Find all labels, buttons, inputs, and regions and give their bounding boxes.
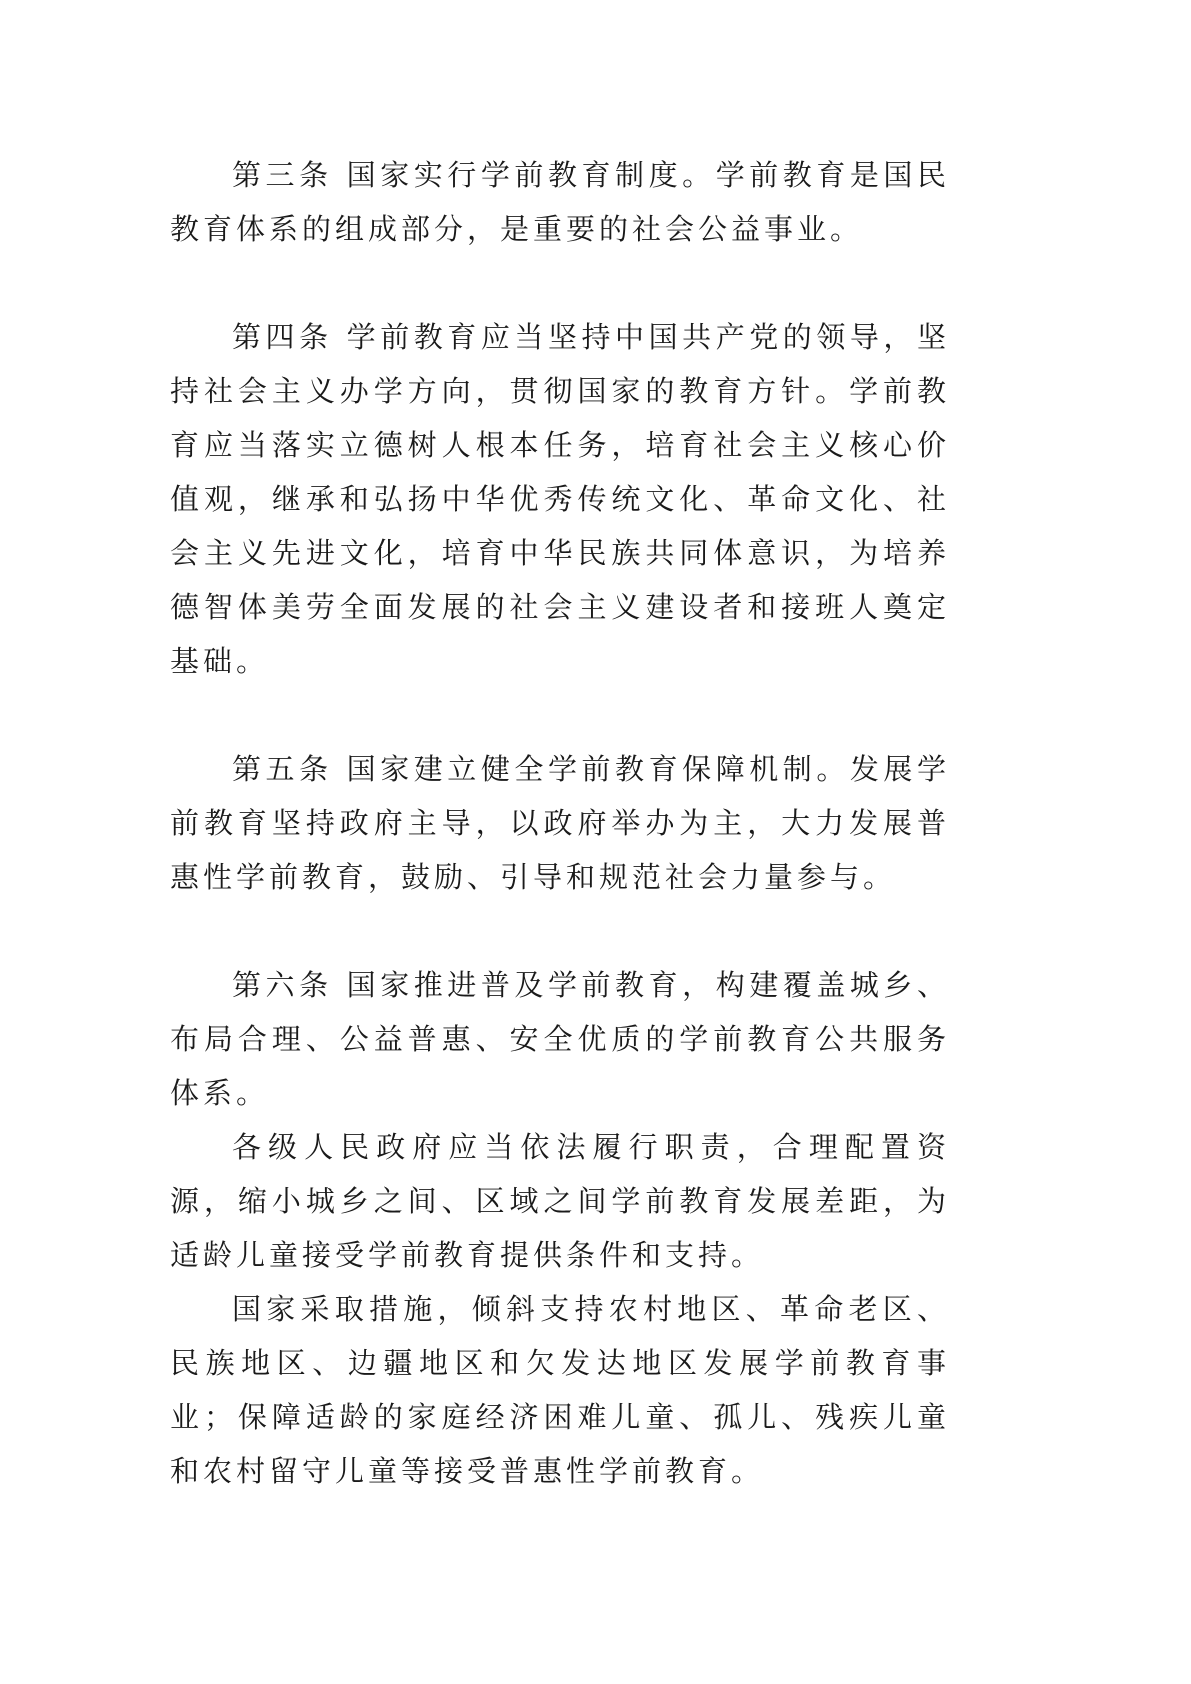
article-text: 国家实行学前教育制度。学前教育是国民教育体系的组成部分，是重要的社会公益事业。 xyxy=(170,158,950,246)
article-paragraph xyxy=(170,310,950,688)
article-5 xyxy=(170,742,950,904)
article-paragraph xyxy=(170,958,950,1120)
article-paragraph xyxy=(170,148,950,256)
document-body xyxy=(170,148,950,1498)
article-text: 国家推进普及学前教育，构建覆盖城乡、布局合理、公益普惠、安全优质的学前教育公共服务体系。 xyxy=(170,968,950,1110)
article-text: 国家采取措施，倾斜支持农村地区、革命老区、民族地区、边疆地区和欠发达地区发展学前教育事业；保障适龄的家庭经济困难儿童、孤儿、残疾儿童和农村留守儿童等接受普惠性学前教育。 xyxy=(170,1292,950,1488)
article-3 xyxy=(170,148,950,256)
article-text: 国家建立健全学前教育保障机制。发展学前教育坚持政府主导，以政府举办为主，大力发展普惠性学前教育，鼓励、引导和规范社会力量参与。 xyxy=(170,752,950,894)
article-paragraph xyxy=(170,1282,950,1498)
article-paragraph xyxy=(170,1120,950,1282)
article-text: 各级人民政府应当依法履行职责，合理配置资源，缩小城乡之间、区域之间学前教育发展差距，为适龄儿童接受学前教育提供条件和支持。 xyxy=(170,1130,950,1272)
article-number: 第四条 xyxy=(232,320,333,354)
article-number: 第六条 xyxy=(232,968,333,1002)
article-number: 第五条 xyxy=(232,752,333,786)
article-4 xyxy=(170,310,950,688)
article-text: 学前教育应当坚持中国共产党的领导，坚持社会主义办学方向，贯彻国家的教育方针。学前教育应当落实立德树人根本任务，培育社会主义核心价值观，继承和弘扬中华优秀传统文化、革命文化、社会主义先进文化，培育中华民族共同体意识，为培养德智体美劳全面发展的社会主义建设者和接班人奠定基础。 xyxy=(170,320,950,678)
article-number: 第三条 xyxy=(232,158,333,192)
article-6 xyxy=(170,958,950,1498)
article-paragraph xyxy=(170,742,950,904)
